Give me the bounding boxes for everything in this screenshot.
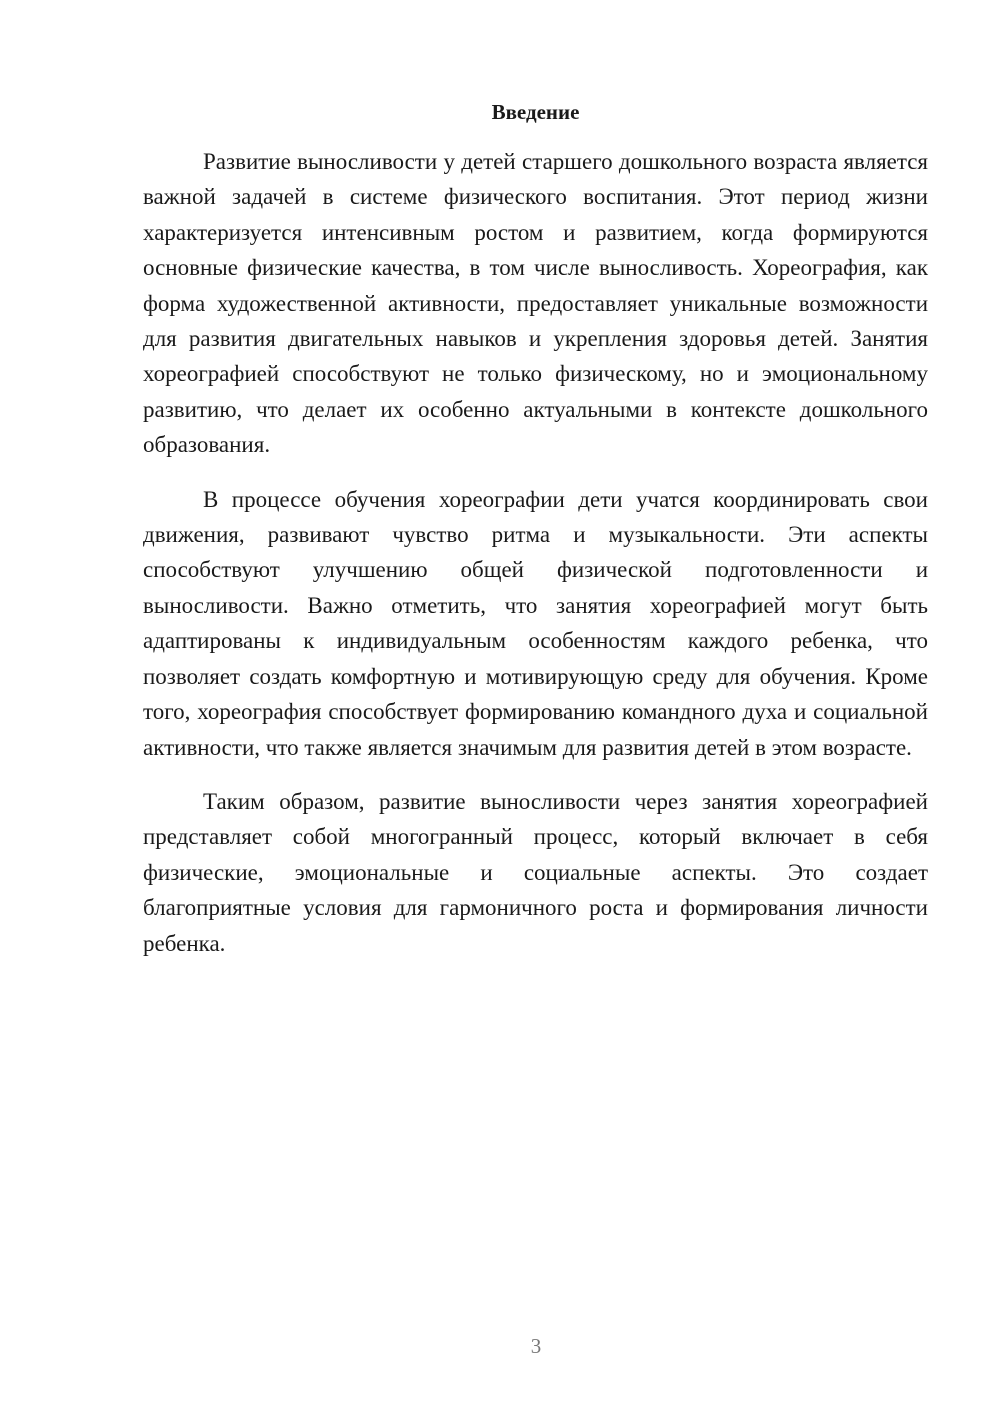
- paragraph-2: В процессе обучения хореографии дети учатся координировать свои движения, развивают чувство ритма и музыкальности. Эти аспекты способствуют улучшению общей физической подготовленности и выносливости. Важно отметить, что занятия хореографией могут быть адаптированы к индивидуальным особенностям каждого ребенка, что позволяет создать комфортную и мотивирующую среду для обучения. Кроме того, хореография способствует формированию командного духа и социальной активности, что также является значимым для развития детей в этом возрасте.: [143, 486, 928, 760]
- page-number: 3: [530, 1334, 542, 1358]
- paragraph-1: Развитие выносливости у детей старшего дошкольного возраста является важной задачей в системе физического воспитания. Этот период жизни характеризуется интенсивным ростом и развитием, когда формируются основные физические качества, в том числе выносливость. Хореография, как форма художественной активности, предоставляет уникальные возможности для развития двигательных навыков и укрепления здоровья детей. Занятия хореографией способствуют не только физическому, но и эмоциональному развитию, что делает их особенно актуальными в контексте дошкольного образования.: [143, 149, 928, 458]
- page-content: [143, 98, 928, 980]
- paragraph-3: Таким образом, развитие выносливости через занятия хореографией представляет собой многогранный процесс, который включает в себя физические, эмоциональные и социальные аспекты. Это создает благоприятные условия для гармоничного роста и формирования личности ребенка.: [143, 788, 928, 956]
- section-heading: Введение: [491, 100, 580, 124]
